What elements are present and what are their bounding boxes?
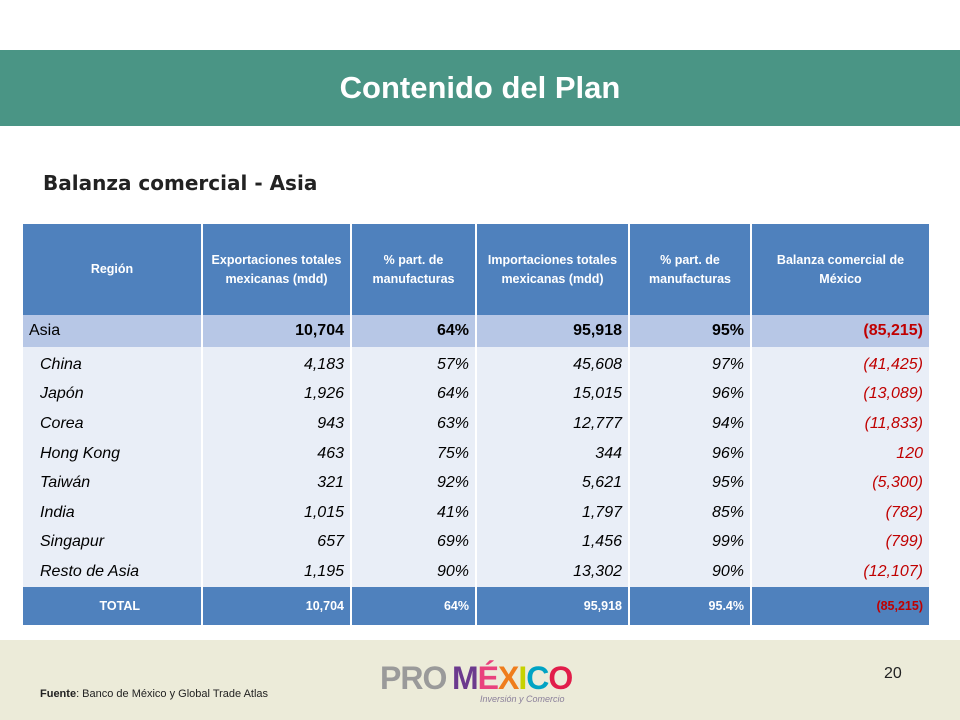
import-share-cell: 99%: [629, 528, 751, 558]
export-share-cell: 75%: [351, 439, 476, 469]
export-share-cell: 41%: [351, 498, 476, 528]
total-exports-cell: 10,704: [202, 587, 351, 625]
total-balance-cell: (85,215): [751, 587, 929, 625]
export-share-cell: 90%: [351, 557, 476, 587]
imports-cell: 13,302: [476, 557, 629, 587]
total-export-share-cell: 64%: [351, 587, 476, 625]
export-share-cell: 63%: [351, 409, 476, 439]
exports-cell: 321: [202, 468, 351, 498]
page-title: Contenido del Plan: [339, 70, 621, 105]
exports-cell: 1,926: [202, 380, 351, 410]
section-subtitle: Balanza comercial - Asia: [43, 171, 318, 195]
logo-letter: I: [518, 660, 527, 696]
export-share-cell: 69%: [351, 528, 476, 558]
balance-cell: (782): [751, 498, 929, 528]
total-import-share-cell: 95.4%: [629, 587, 751, 625]
region-cell: Hong Kong: [23, 439, 202, 469]
region-cell: Asia: [23, 315, 202, 347]
table-header-row: [23, 224, 929, 315]
col-header-trade-balance: Balanza comercial de México: [751, 224, 929, 315]
imports-cell: 45,608: [476, 347, 629, 380]
import-share-cell: 94%: [629, 409, 751, 439]
table-row: [23, 498, 929, 528]
export-share-cell: 92%: [351, 468, 476, 498]
balance-cell: 120: [751, 439, 929, 469]
logo-pro-text: PRO: [380, 660, 447, 696]
trade-balance-table: [23, 224, 929, 625]
col-header-export-manuf-share: % part. de manufacturas: [351, 224, 476, 315]
table-row: [23, 528, 929, 558]
balance-cell: (799): [751, 528, 929, 558]
asia-summary-row: [23, 315, 929, 347]
promexico-logo: [380, 660, 580, 710]
imports-cell: 1,456: [476, 528, 629, 558]
exports-cell: 1,015: [202, 498, 351, 528]
balance-cell: (13,089): [751, 380, 929, 410]
imports-cell: 5,621: [476, 468, 629, 498]
source-note: [40, 688, 268, 700]
source-text: : Banco de México y Global Trade Atlas: [76, 688, 269, 700]
col-header-region: Región: [23, 224, 202, 315]
balance-cell: (12,107): [751, 557, 929, 587]
table-row: [23, 380, 929, 410]
region-cell: Singapur: [23, 528, 202, 558]
table-row: [23, 468, 929, 498]
table-row: [23, 557, 929, 587]
export-share-cell: 57%: [351, 347, 476, 380]
source-label: Fuente: [40, 688, 77, 700]
logo-tagline: Inversión y Comercio: [480, 694, 565, 704]
region-cell: Japón: [23, 380, 202, 410]
balance-cell: (85,215): [751, 315, 929, 347]
imports-cell: 1,797: [476, 498, 629, 528]
imports-cell: 15,015: [476, 380, 629, 410]
table-row: [23, 439, 929, 469]
total-label-cell: TOTAL: [23, 587, 202, 625]
region-cell: Taiwán: [23, 468, 202, 498]
import-share-cell: 97%: [629, 347, 751, 380]
page-number: 20: [884, 665, 902, 682]
exports-cell: 10,704: [202, 315, 351, 347]
total-row: [23, 587, 929, 625]
logo-letter: M: [452, 660, 478, 696]
logo-mexico-text: [452, 660, 572, 696]
import-share-cell: 95%: [629, 468, 751, 498]
region-cell: China: [23, 347, 202, 380]
imports-cell: 344: [476, 439, 629, 469]
exports-cell: 943: [202, 409, 351, 439]
exports-cell: 463: [202, 439, 351, 469]
import-share-cell: 96%: [629, 439, 751, 469]
region-cell: Resto de Asia: [23, 557, 202, 587]
total-imports-cell: 95,918: [476, 587, 629, 625]
logo-letter: C: [526, 660, 549, 696]
export-share-cell: 64%: [351, 315, 476, 347]
import-share-cell: 90%: [629, 557, 751, 587]
balance-cell: (5,300): [751, 468, 929, 498]
table-row: [23, 347, 929, 380]
region-cell: India: [23, 498, 202, 528]
exports-cell: 4,183: [202, 347, 351, 380]
country-rows: [23, 347, 929, 587]
exports-cell: 1,195: [202, 557, 351, 587]
import-share-cell: 85%: [629, 498, 751, 528]
exports-cell: 657: [202, 528, 351, 558]
col-header-import-manuf-share: % part. de manufacturas: [629, 224, 751, 315]
imports-cell: 95,918: [476, 315, 629, 347]
balance-cell: (11,833): [751, 409, 929, 439]
table-row: [23, 409, 929, 439]
region-cell: Corea: [23, 409, 202, 439]
imports-cell: 12,777: [476, 409, 629, 439]
logo-letter: É: [477, 660, 498, 696]
export-share-cell: 64%: [351, 380, 476, 410]
title-band: [0, 50, 960, 126]
logo-letter: O: [548, 660, 573, 696]
import-share-cell: 96%: [629, 380, 751, 410]
logo-letter: X: [498, 660, 519, 696]
import-share-cell: 95%: [629, 315, 751, 347]
col-header-imports: Importaciones totales mexicanas (mdd): [476, 224, 629, 315]
balance-cell: (41,425): [751, 347, 929, 380]
col-header-exports: Exportaciones totales mexicanas (mdd): [202, 224, 351, 315]
